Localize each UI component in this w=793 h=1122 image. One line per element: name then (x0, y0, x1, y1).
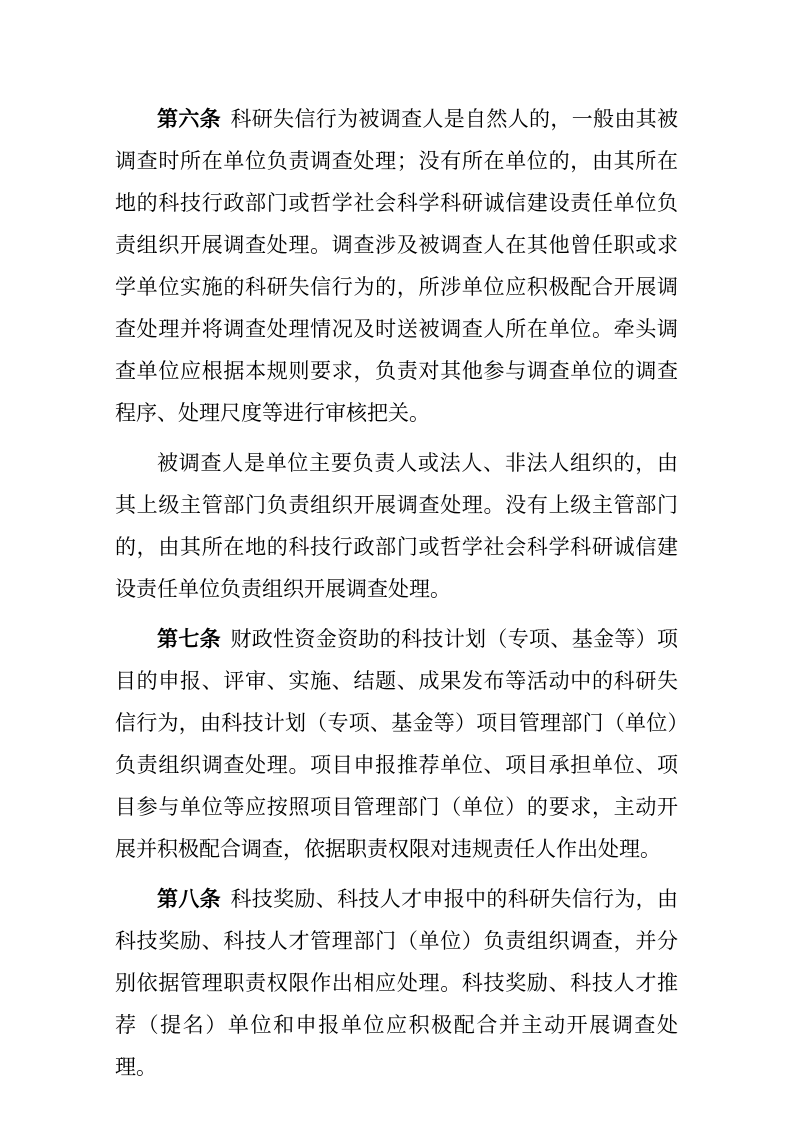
paragraph-article-7 (115, 619, 678, 871)
paragraph-article-6-continued (115, 443, 678, 611)
article-7-text: 财政性资金资助的科技计划（专项、基金等）项目的申报、评审、实施、结题、成果发布等活动中的科研失信行为，由科技计划（专项、基金等）项目管理部门（单位）负责组织调查处理。项目申报推荐单位、项目承担单位、项目参与单位等应按照项目管理部门（单位）的要求，主动开展并积极配合调查，依据职责权限对违规责任人作出处理。 (115, 628, 679, 861)
paragraph-article-8 (115, 879, 678, 1089)
article-7-number: 第七条 (157, 628, 221, 651)
article-6-text: 科研失信行为被调查人是自然人的，一般由其被调查时所在单位负责调查处理；没有所在单位的，由其所在地的科技行政部门或哲学社会科学科研诚信建设责任单位负责组织开展调查处理。调查涉及被调查人在其他曾任职或求学单位实施的科研失信行为的，所涉单位应积极配合开展调查处理并将调查处理情况及时送被调查人所在单位。牵头调查单位应根据本规则要求，负责对其他参与调查单位的调查程序、处理尺度等进行审核把关。 (115, 108, 679, 425)
article-6-number: 第六条 (157, 108, 221, 131)
article-8-number: 第八条 (157, 888, 221, 911)
paragraph-article-6 (115, 99, 678, 435)
article-8-text: 科技奖励、科技人才申报中的科研失信行为，由科技奖励、科技人才管理部门（单位）负责组织调查，并分别依据管理职责权限作出相应处理。科技奖励、科技人才推荐（提名）单位和申报单位应积极配合并主动开展调查处理。 (115, 888, 679, 1079)
document-content (115, 99, 678, 1089)
article-6b-text: 被调查人是单位主要负责人或法人、非法人组织的，由其上级主管部门负责组织开展调查处理。没有上级主管部门的，由其所在地的科技行政部门或哲学社会科学科研诚信建设责任单位负责组织开展调查处理。 (115, 452, 678, 601)
